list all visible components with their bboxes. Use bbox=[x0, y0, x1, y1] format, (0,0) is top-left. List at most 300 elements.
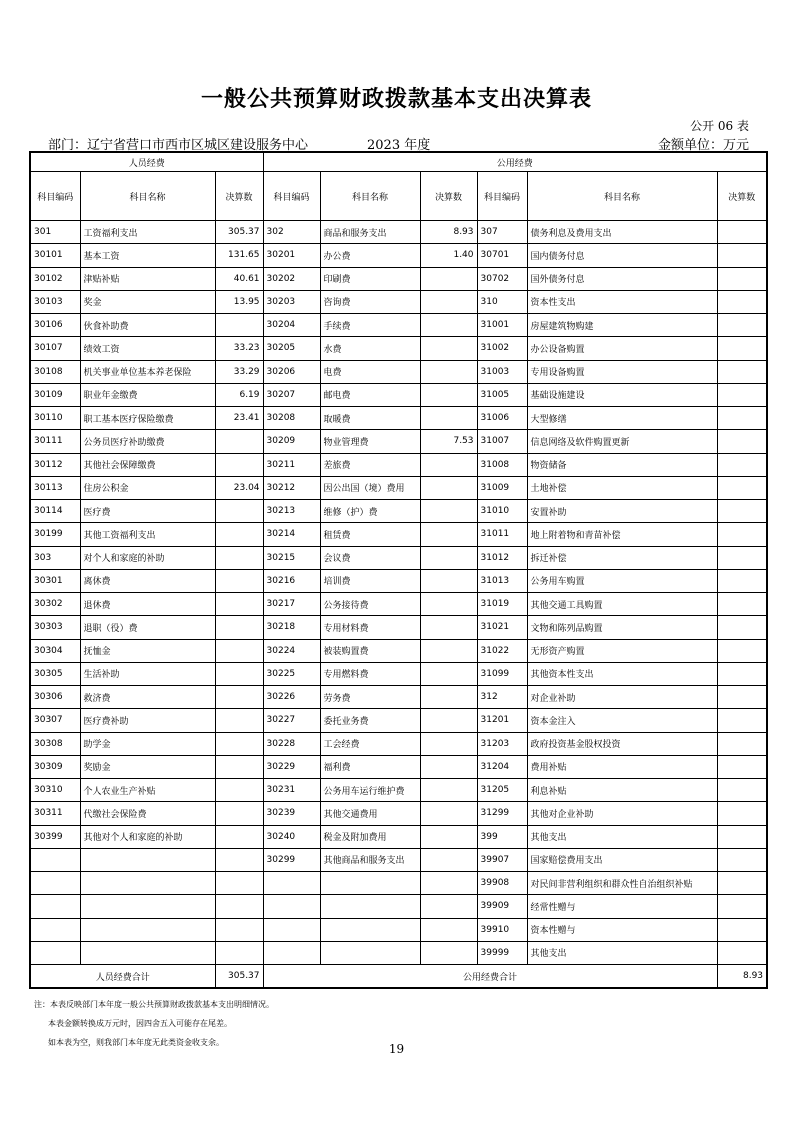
cell-name: 商品和服务支出 bbox=[320, 221, 420, 244]
cell-code: 31009 bbox=[477, 476, 527, 499]
cell-amount: 131.65 bbox=[215, 244, 263, 267]
cell-amount bbox=[215, 802, 263, 825]
footnote-3: 如本表为空，则我部门本年度无此类资金收支余。 bbox=[48, 1038, 224, 1047]
cell-name: 离休费 bbox=[80, 569, 215, 592]
cell-name: 租赁费 bbox=[320, 523, 420, 546]
cell-code: 30309 bbox=[30, 755, 80, 778]
total-personnel-label: 人员经费合计 bbox=[30, 965, 215, 989]
cell-amount bbox=[215, 732, 263, 755]
form-number: 公开 06 表 bbox=[690, 119, 749, 133]
cell-code: 30239 bbox=[263, 802, 320, 825]
cell-amount bbox=[717, 662, 767, 685]
cell-name: 基本工资 bbox=[80, 244, 215, 267]
cell-code: 31005 bbox=[477, 383, 527, 406]
cell-amount bbox=[420, 383, 477, 406]
cell-code: 30201 bbox=[263, 244, 320, 267]
cell-name: 税金及附加费用 bbox=[320, 825, 420, 848]
cell-code: 30311 bbox=[30, 802, 80, 825]
cell-code: 31006 bbox=[477, 407, 527, 430]
cell-code: 31002 bbox=[477, 337, 527, 360]
cell-amount bbox=[717, 337, 767, 360]
cell-name: 专用材料费 bbox=[320, 616, 420, 639]
cell-name: 津贴补贴 bbox=[80, 267, 215, 290]
cell-code: 399 bbox=[477, 825, 527, 848]
cell-amount bbox=[717, 872, 767, 895]
cell-code: 30110 bbox=[30, 407, 80, 430]
cell-name: 文物和陈列品购置 bbox=[527, 616, 717, 639]
cell-code: 31021 bbox=[477, 616, 527, 639]
cell-name: 工会经费 bbox=[320, 732, 420, 755]
cell-amount bbox=[717, 686, 767, 709]
cell-code: 301 bbox=[30, 221, 80, 244]
cell-code: 31013 bbox=[477, 569, 527, 592]
cell-code: 31205 bbox=[477, 779, 527, 802]
cell-amount bbox=[717, 848, 767, 871]
cell-name: 办公设备购置 bbox=[527, 337, 717, 360]
cell-name: 土地补偿 bbox=[527, 476, 717, 499]
cell-code: 31019 bbox=[477, 593, 527, 616]
cell-code: 39907 bbox=[477, 848, 527, 871]
cell-code: 30399 bbox=[30, 825, 80, 848]
cell-code: 30113 bbox=[30, 476, 80, 499]
cell-code: 30213 bbox=[263, 500, 320, 523]
cell-amount bbox=[420, 546, 477, 569]
cell-name: 其他对个人和家庭的补助 bbox=[80, 825, 215, 848]
cell-code: 30305 bbox=[30, 662, 80, 685]
col-amount-header: 决算数 bbox=[717, 172, 767, 221]
cell-amount bbox=[420, 593, 477, 616]
cell-amount bbox=[215, 686, 263, 709]
cell-name: 其他支出 bbox=[527, 825, 717, 848]
cell-amount bbox=[215, 662, 263, 685]
col-name-header: 科目名称 bbox=[320, 172, 420, 221]
cell-amount bbox=[215, 755, 263, 778]
cell-name: 专用燃料费 bbox=[320, 662, 420, 685]
cell-amount: 33.29 bbox=[215, 360, 263, 383]
cell-name: 利息补贴 bbox=[527, 779, 717, 802]
cell-amount bbox=[717, 616, 767, 639]
cell-code: 30106 bbox=[30, 314, 80, 337]
expenditure-table bbox=[29, 151, 768, 989]
cell-amount bbox=[215, 779, 263, 802]
cell-name: 水费 bbox=[320, 337, 420, 360]
col-code-header: 科目编码 bbox=[477, 172, 527, 221]
cell-code: 30229 bbox=[263, 755, 320, 778]
cell-name: 其他社会保障缴费 bbox=[80, 453, 215, 476]
cell-code: 30209 bbox=[263, 430, 320, 453]
cell-name: 办公费 bbox=[320, 244, 420, 267]
cell-name: 物资储备 bbox=[527, 453, 717, 476]
cell-name bbox=[80, 895, 215, 918]
cell-code bbox=[30, 848, 80, 871]
cell-name: 工资福利支出 bbox=[80, 221, 215, 244]
cell-name: 职工基本医疗保险缴费 bbox=[80, 407, 215, 430]
cell-code: 30211 bbox=[263, 453, 320, 476]
cell-amount bbox=[215, 848, 263, 871]
cell-name: 个人农业生产补贴 bbox=[80, 779, 215, 802]
cell-amount bbox=[717, 569, 767, 592]
cell-code bbox=[30, 895, 80, 918]
cell-name bbox=[320, 895, 420, 918]
cell-code: 30109 bbox=[30, 383, 80, 406]
table-row bbox=[30, 825, 767, 848]
cell-code bbox=[263, 918, 320, 941]
cell-name: 其他交通费用 bbox=[320, 802, 420, 825]
cell-code: 30217 bbox=[263, 593, 320, 616]
cell-amount bbox=[717, 221, 767, 244]
table-row bbox=[30, 383, 767, 406]
table-row bbox=[30, 802, 767, 825]
cell-amount: 33.23 bbox=[215, 337, 263, 360]
cell-amount bbox=[717, 500, 767, 523]
cell-amount bbox=[215, 918, 263, 941]
cell-code: 31010 bbox=[477, 500, 527, 523]
cell-name: 国外债务付息 bbox=[527, 267, 717, 290]
col-amount-header: 决算数 bbox=[420, 172, 477, 221]
cell-name: 被装购置费 bbox=[320, 639, 420, 662]
cell-code: 30205 bbox=[263, 337, 320, 360]
cell-name: 地上附着物和青苗补偿 bbox=[527, 523, 717, 546]
cell-amount bbox=[215, 523, 263, 546]
cell-name bbox=[320, 872, 420, 895]
cell-amount: 23.04 bbox=[215, 476, 263, 499]
cell-amount bbox=[215, 430, 263, 453]
cell-code: 30203 bbox=[263, 290, 320, 313]
cell-code: 31003 bbox=[477, 360, 527, 383]
cell-name: 住房公积金 bbox=[80, 476, 215, 499]
table-row bbox=[30, 546, 767, 569]
table-row bbox=[30, 360, 767, 383]
cell-name: 其他工资福利支出 bbox=[80, 523, 215, 546]
cell-name: 公务用车购置 bbox=[527, 569, 717, 592]
cell-name: 代缴社会保险费 bbox=[80, 802, 215, 825]
table-row bbox=[30, 523, 767, 546]
cell-amount bbox=[717, 244, 767, 267]
cell-amount bbox=[717, 407, 767, 430]
cell-code: 31299 bbox=[477, 802, 527, 825]
cell-amount bbox=[215, 872, 263, 895]
cell-amount bbox=[420, 662, 477, 685]
cell-code: 30218 bbox=[263, 616, 320, 639]
cell-amount bbox=[420, 941, 477, 964]
cell-code: 30101 bbox=[30, 244, 80, 267]
cell-code: 30204 bbox=[263, 314, 320, 337]
cell-amount bbox=[717, 825, 767, 848]
cell-code: 31008 bbox=[477, 453, 527, 476]
cell-amount bbox=[717, 639, 767, 662]
cell-amount bbox=[420, 709, 477, 732]
cell-code bbox=[263, 872, 320, 895]
table-row bbox=[30, 593, 767, 616]
cell-name: 退休费 bbox=[80, 593, 215, 616]
cell-amount bbox=[420, 616, 477, 639]
table-row bbox=[30, 848, 767, 871]
cell-amount bbox=[420, 453, 477, 476]
cell-amount bbox=[717, 314, 767, 337]
cell-name: 对个人和家庭的补助 bbox=[80, 546, 215, 569]
cell-code: 30307 bbox=[30, 709, 80, 732]
table-row bbox=[30, 686, 767, 709]
cell-amount bbox=[717, 290, 767, 313]
cell-name: 福利费 bbox=[320, 755, 420, 778]
cell-name: 会议费 bbox=[320, 546, 420, 569]
cell-name: 拆迁补偿 bbox=[527, 546, 717, 569]
cell-name: 公务员医疗补助缴费 bbox=[80, 430, 215, 453]
cell-code: 31012 bbox=[477, 546, 527, 569]
cell-amount: 13.95 bbox=[215, 290, 263, 313]
cell-name: 救济费 bbox=[80, 686, 215, 709]
cell-code: 39909 bbox=[477, 895, 527, 918]
cell-amount bbox=[717, 546, 767, 569]
cell-name: 劳务费 bbox=[320, 686, 420, 709]
cell-amount bbox=[215, 825, 263, 848]
cell-name bbox=[320, 918, 420, 941]
page-title: 一般公共预算财政拨款基本支出决算表 bbox=[200, 86, 592, 112]
cell-amount bbox=[420, 825, 477, 848]
cell-name: 医疗费补助 bbox=[80, 709, 215, 732]
cell-code: 30108 bbox=[30, 360, 80, 383]
col-name-header: 科目名称 bbox=[80, 172, 215, 221]
cell-amount bbox=[215, 453, 263, 476]
col-code-header: 科目编码 bbox=[263, 172, 320, 221]
cell-code: 31204 bbox=[477, 755, 527, 778]
cell-name: 助学金 bbox=[80, 732, 215, 755]
cell-amount bbox=[420, 569, 477, 592]
cell-name: 安置补助 bbox=[527, 500, 717, 523]
cell-code: 30228 bbox=[263, 732, 320, 755]
cell-name: 政府投资基金股权投资 bbox=[527, 732, 717, 755]
cell-code: 30202 bbox=[263, 267, 320, 290]
cell-amount bbox=[420, 639, 477, 662]
cell-amount bbox=[215, 941, 263, 964]
cell-code: 31201 bbox=[477, 709, 527, 732]
cell-code: 30231 bbox=[263, 779, 320, 802]
cell-code: 30702 bbox=[477, 267, 527, 290]
table-row bbox=[30, 941, 767, 964]
col-name-header: 科目名称 bbox=[527, 172, 717, 221]
table-row bbox=[30, 662, 767, 685]
cell-amount bbox=[420, 686, 477, 709]
cell-name: 基础设施建设 bbox=[527, 383, 717, 406]
table-row bbox=[30, 639, 767, 662]
cell-name: 培训费 bbox=[320, 569, 420, 592]
cell-name: 伙食补助费 bbox=[80, 314, 215, 337]
cell-amount: 6.19 bbox=[215, 383, 263, 406]
table-row bbox=[30, 569, 767, 592]
cell-amount bbox=[717, 755, 767, 778]
table-row bbox=[30, 430, 767, 453]
cell-code: 30302 bbox=[30, 593, 80, 616]
cell-amount bbox=[420, 500, 477, 523]
cell-amount bbox=[717, 732, 767, 755]
cell-code: 30227 bbox=[263, 709, 320, 732]
cell-amount bbox=[215, 569, 263, 592]
cell-name: 委托业务费 bbox=[320, 709, 420, 732]
cell-amount: 1.40 bbox=[420, 244, 477, 267]
cell-code: 30111 bbox=[30, 430, 80, 453]
cell-code: 30199 bbox=[30, 523, 80, 546]
cell-code: 30224 bbox=[263, 639, 320, 662]
group-personnel-header: 人员经费 bbox=[30, 152, 263, 172]
cell-name: 奖金 bbox=[80, 290, 215, 313]
cell-name: 债务利息及费用支出 bbox=[527, 221, 717, 244]
cell-amount bbox=[717, 941, 767, 964]
cell-name: 绩效工资 bbox=[80, 337, 215, 360]
cell-name bbox=[80, 941, 215, 964]
cell-name: 国家赔偿费用支出 bbox=[527, 848, 717, 871]
footnote-2: 本表金额转换成万元时，因四舍五入可能存在尾差。 bbox=[48, 1019, 232, 1028]
cell-amount: 8.93 bbox=[420, 221, 477, 244]
cell-name: 职业年金缴费 bbox=[80, 383, 215, 406]
table-row bbox=[30, 476, 767, 499]
cell-code: 39999 bbox=[477, 941, 527, 964]
cell-amount bbox=[215, 895, 263, 918]
cell-name: 经常性赠与 bbox=[527, 895, 717, 918]
cell-code: 31022 bbox=[477, 639, 527, 662]
cell-amount bbox=[215, 616, 263, 639]
cell-code: 302 bbox=[263, 221, 320, 244]
cell-amount bbox=[717, 593, 767, 616]
table-row bbox=[30, 895, 767, 918]
cell-code: 39910 bbox=[477, 918, 527, 941]
cell-code: 30701 bbox=[477, 244, 527, 267]
cell-amount bbox=[717, 383, 767, 406]
cell-name: 邮电费 bbox=[320, 383, 420, 406]
cell-amount bbox=[215, 546, 263, 569]
cell-code: 30114 bbox=[30, 500, 80, 523]
total-personnel-value: 305.37 bbox=[215, 965, 263, 989]
cell-name: 国内债务付息 bbox=[527, 244, 717, 267]
cell-name: 对民间非营利组织和群众性自治组织补贴 bbox=[527, 872, 717, 895]
cell-amount: 305.37 bbox=[215, 221, 263, 244]
cell-code: 30212 bbox=[263, 476, 320, 499]
cell-name: 专用设备购置 bbox=[527, 360, 717, 383]
cell-code: 30207 bbox=[263, 383, 320, 406]
table-row bbox=[30, 244, 767, 267]
cell-code: 31011 bbox=[477, 523, 527, 546]
page-number: 19 bbox=[388, 1042, 405, 1056]
cell-code bbox=[30, 872, 80, 895]
cell-code: 303 bbox=[30, 546, 80, 569]
cell-name: 因公出国（境）费用 bbox=[320, 476, 420, 499]
col-amount-header: 决算数 bbox=[215, 172, 263, 221]
table-body bbox=[30, 221, 767, 965]
cell-code: 30240 bbox=[263, 825, 320, 848]
cell-amount bbox=[420, 360, 477, 383]
cell-amount: 7.53 bbox=[420, 430, 477, 453]
cell-name: 对企业补助 bbox=[527, 686, 717, 709]
table-row bbox=[30, 453, 767, 476]
cell-code: 30299 bbox=[263, 848, 320, 871]
cell-name: 费用补贴 bbox=[527, 755, 717, 778]
table-row bbox=[30, 755, 767, 778]
cell-amount: 23.41 bbox=[215, 407, 263, 430]
cell-amount bbox=[215, 639, 263, 662]
cell-code: 31001 bbox=[477, 314, 527, 337]
cell-amount bbox=[717, 267, 767, 290]
cell-amount bbox=[420, 755, 477, 778]
cell-code: 30304 bbox=[30, 639, 80, 662]
cell-amount bbox=[717, 453, 767, 476]
cell-amount bbox=[717, 523, 767, 546]
cell-code: 30208 bbox=[263, 407, 320, 430]
cell-amount bbox=[420, 337, 477, 360]
cell-code: 39908 bbox=[477, 872, 527, 895]
cell-code: 30112 bbox=[30, 453, 80, 476]
cell-name: 房屋建筑物购建 bbox=[527, 314, 717, 337]
cell-name bbox=[80, 872, 215, 895]
cell-name: 维修（护）费 bbox=[320, 500, 420, 523]
cell-name: 信息网络及软件购置更新 bbox=[527, 430, 717, 453]
table-row bbox=[30, 267, 767, 290]
cell-amount bbox=[717, 895, 767, 918]
cell-amount bbox=[420, 290, 477, 313]
cell-name: 其他商品和服务支出 bbox=[320, 848, 420, 871]
cell-amount bbox=[717, 779, 767, 802]
table-row bbox=[30, 314, 767, 337]
cell-code: 30301 bbox=[30, 569, 80, 592]
cell-code bbox=[263, 941, 320, 964]
cell-amount bbox=[420, 314, 477, 337]
col-code-header: 科目编码 bbox=[30, 172, 80, 221]
cell-amount bbox=[215, 314, 263, 337]
cell-code: 30310 bbox=[30, 779, 80, 802]
cell-amount bbox=[420, 918, 477, 941]
cell-code: 307 bbox=[477, 221, 527, 244]
cell-amount bbox=[717, 918, 767, 941]
cell-amount bbox=[420, 407, 477, 430]
cell-code: 30303 bbox=[30, 616, 80, 639]
cell-code: 31203 bbox=[477, 732, 527, 755]
fiscal-year: 2023 年度 bbox=[367, 138, 431, 153]
cell-amount bbox=[420, 895, 477, 918]
cell-code bbox=[263, 895, 320, 918]
cell-name: 医疗费 bbox=[80, 500, 215, 523]
group-public-header: 公用经费 bbox=[263, 152, 767, 172]
cell-amount bbox=[717, 802, 767, 825]
cell-name: 资本性支出 bbox=[527, 290, 717, 313]
table-row bbox=[30, 918, 767, 941]
cell-amount bbox=[420, 267, 477, 290]
cell-code: 30225 bbox=[263, 662, 320, 685]
cell-code: 312 bbox=[477, 686, 527, 709]
table-row bbox=[30, 407, 767, 430]
table-row bbox=[30, 500, 767, 523]
table-row bbox=[30, 221, 767, 244]
cell-name: 差旅费 bbox=[320, 453, 420, 476]
cell-code: 30214 bbox=[263, 523, 320, 546]
cell-amount bbox=[215, 593, 263, 616]
cell-amount bbox=[215, 500, 263, 523]
cell-code: 30206 bbox=[263, 360, 320, 383]
cell-amount bbox=[717, 476, 767, 499]
cell-name: 大型修缮 bbox=[527, 407, 717, 430]
cell-code: 30107 bbox=[30, 337, 80, 360]
cell-name: 奖励金 bbox=[80, 755, 215, 778]
cell-name: 退职（役）费 bbox=[80, 616, 215, 639]
cell-code: 30215 bbox=[263, 546, 320, 569]
cell-amount bbox=[717, 360, 767, 383]
cell-name: 电费 bbox=[320, 360, 420, 383]
table-row bbox=[30, 290, 767, 313]
cell-amount bbox=[420, 523, 477, 546]
cell-name: 公务用车运行维护费 bbox=[320, 779, 420, 802]
cell-name: 抚恤金 bbox=[80, 639, 215, 662]
amount-unit: 金额单位：万元 bbox=[657, 138, 749, 153]
cell-name: 其他交通工具购置 bbox=[527, 593, 717, 616]
cell-code bbox=[30, 941, 80, 964]
total-public-value: 8.93 bbox=[717, 965, 767, 989]
